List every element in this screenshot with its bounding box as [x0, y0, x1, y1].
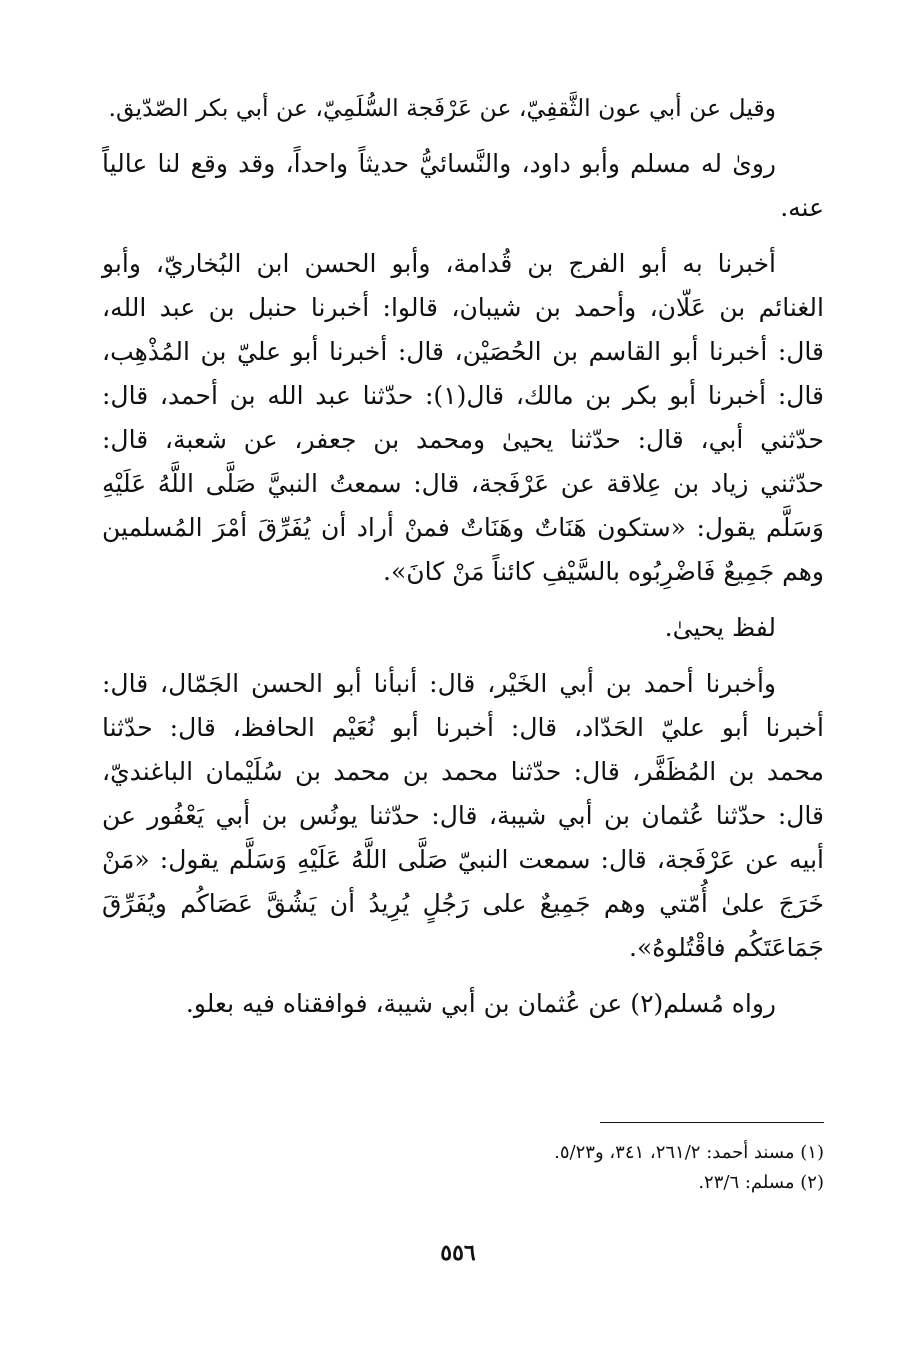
text-line: وقيل عن أبي عون الثَّقفِيّ، عن عَرْفَجة السُّلَمِيّ، عن أبي بكر الصّدّيق. [108, 94, 776, 122]
text-line: قال: أخبرنا أبو بكر بن مالك، قال(١): حدّثنا عبد الله بن أحمد، قال: [102, 381, 824, 410]
text-line: لفظ يحيىٰ. [664, 613, 776, 642]
text-line: عنه. [780, 193, 824, 222]
footnotes [102, 1138, 824, 1198]
text-line: محمد بن المُظَفَّر، قال: حدّثنا محمد بن محمد بن سُلَيْمان الباغنديّ، [102, 757, 824, 786]
text-line: وأخبرنا أحمد بن أبي الخَيْر، قال: أنبأنا أبو الحسن الجَمّال، قال: [102, 669, 776, 698]
text-line: قال: حدّثنا عُثمان بن أبي شيبة، قال: حدّثنا يونُس بن أبي يَعْفُور عن [102, 801, 824, 830]
paragraph-5 [102, 662, 824, 970]
text-line: حدّثني أبي، قال: حدّثنا يحيىٰ ومحمد بن جعفر، عن شعبة، قال: [102, 425, 824, 454]
page-number: ٥٥٦ [440, 1240, 476, 1266]
text-line: قال: أخبرنا أبو القاسم بن الحُصَيْن، قال: أخبرنا أبو عليّ بن المُذْهِب، [102, 337, 824, 366]
footnote-1: (١) مسند أحمد: ٢٦١/٢، ٣٤١، و٥/٢٣. [554, 1142, 824, 1163]
main-text [102, 86, 824, 1026]
text-line: جَمَاعَتَكُم فاقْتُلوهُ». [629, 933, 824, 962]
text-line: خَرَجَ علىٰ أُمّتي وهم جَمِيعٌ على رَجُلٍ يُرِيدُ أن يَشُقَّ عَصَاكُم ويُفَرِّقَ [102, 889, 824, 918]
text-line: وَسَلَّم يقول: «ستكون هَنَاتٌ وهَنَاتٌ فمنْ أراد أن يُفَرِّقَ أمْرَ المُسلمين [102, 513, 824, 542]
text-line: أبيه عن عَرْفَجة، قال: سمعت النبيّ صَلَّى اللَّهُ عَلَيْهِ وَسَلَّم يقول: «مَنْ [102, 845, 824, 874]
text-line: حدّثني زياد بن عِلاقة عن عَرْفَجة، قال: سمعتُ النبيَّ صَلَّى اللَّهُ عَلَيْهِ [102, 469, 824, 498]
text-line: أخبرنا به أبو الفرج بن قُدامة، وأبو الحسن ابن البُخاريّ، وأبو [102, 249, 776, 278]
paragraph-2 [102, 142, 824, 230]
text-line: الغنائم بن عَلّان، وأحمد بن شيبان، قالوا: أخبرنا حنبل بن عبد الله، [102, 293, 824, 322]
text-line: رواه مُسلم(٢) عن عُثمان بن أبي شيبة، فوافقناه فيه بعلو. [185, 989, 776, 1018]
paragraph-6 [102, 982, 824, 1026]
paragraph-4 [102, 606, 824, 650]
footnote-divider [600, 1122, 824, 1123]
text-line: وهم جَمِيعٌ فَاضْرِبُوه بالسَّيْفِ كائناً مَنْ كانَ». [383, 557, 824, 586]
text-line: أخبرنا أبو عليّ الحَدّاد، قال: أخبرنا أبو نُعَيْم الحافظ، قال: حدّثنا [102, 713, 824, 742]
footnote-2: (٢) مسلم: ٢٣/٦. [698, 1172, 824, 1193]
paragraph-3 [102, 242, 824, 594]
paragraph-1 [102, 86, 824, 130]
text-line: روىٰ له مسلم وأبو داود، والنَّسائيُّ حديثاً واحداً، وقد وقع لنا عالياً [102, 149, 776, 178]
